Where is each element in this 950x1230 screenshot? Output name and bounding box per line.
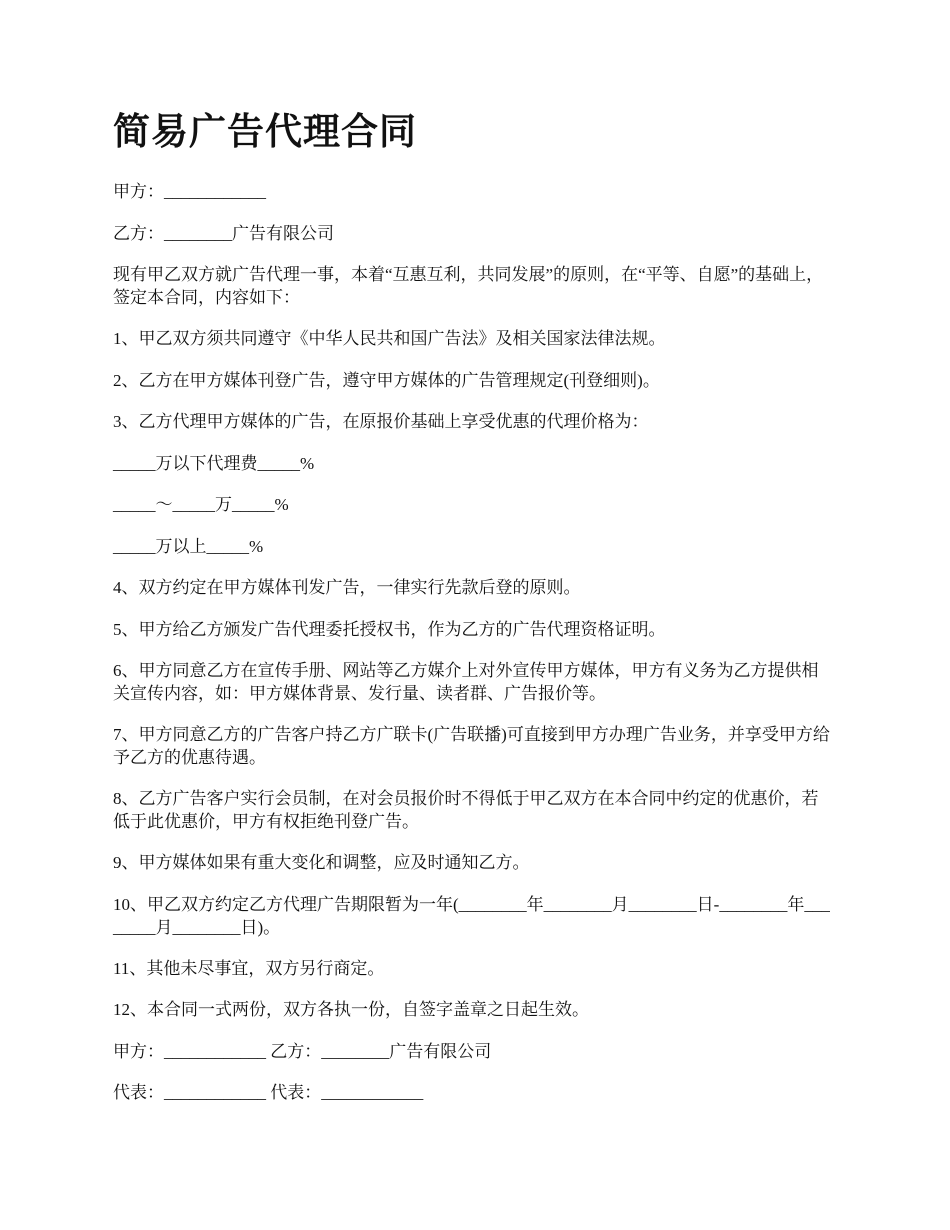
party-b-line: 乙方：________广告有限公司 xyxy=(113,223,334,243)
clause-9: 9、甲方媒体如果有重大变化和调整，应及时通知乙方。 xyxy=(113,853,530,872)
clause-1: 1、甲乙双方须共同遵守《中华人民共和国广告法》及相关国家法律法规。 xyxy=(113,329,666,348)
clause-11: 11、其他未尽事宜，双方另行商定。 xyxy=(113,958,385,978)
clause-8: 8、乙方广告客户实行会员制，在对会员报价时不得低于甲乙双方在本合同中约定的优惠价，若低于此优惠价，甲方有权拒绝刊登广告。 xyxy=(113,789,819,831)
clause-2: 2、乙方在甲方媒体刊登广告，遵守甲方媒体的广告管理规定(刊登细则)。 xyxy=(113,370,660,390)
preamble-paragraph: 现有甲乙双方就广告代理一事，本着“互惠互利，共同发展”的原则，在“平等、自愿”的基础上，签定本合同，内容如下： xyxy=(113,265,824,307)
rate-line-2: _____～_____万_____% xyxy=(113,495,289,514)
clause-7: 7、甲方同意乙方的广告客户持乙方广联卡(广告联播)可直接到甲方办理广告业务，并享受甲方给予乙方的优惠待遇。 xyxy=(113,725,830,767)
signature-representatives-line: 代表：____________ 代表：____________ xyxy=(113,1083,424,1102)
document-title: 简易广告代理合同 xyxy=(113,112,417,153)
rate-line-3: _____万以上_____% xyxy=(113,536,264,556)
clause-3: 3、乙方代理甲方媒体的广告，在原报价基础上享受优惠的代理价格为： xyxy=(113,412,649,431)
clause-5: 5、甲方给乙方颁发广告代理委托授权书，作为乙方的广告代理资格证明。 xyxy=(113,619,666,639)
clause-12: 12、本合同一式两份，双方各执一份，自签字盖章之日起生效。 xyxy=(113,1000,589,1019)
party-a-line: 甲方：____________ xyxy=(113,182,266,201)
contract-page xyxy=(113,108,835,1123)
clause-6: 6、甲方同意乙方在宣传手册、网站等乙方媒介上对外宣传甲方媒体，甲方有义务为乙方提供相关宣传内容，如：甲方媒体背景、发行量、读者群、广告报价等。 xyxy=(113,661,819,703)
signature-parties-line: 甲方：____________ 乙方：________广告有限公司 xyxy=(113,1041,492,1061)
clause-4: 4、双方约定在甲方媒体刊发广告，一律实行先款后登的原则。 xyxy=(113,578,581,597)
clause-10: 10、甲乙双方约定乙方代理广告期限暂为一年(________年________月________日-________年________月________日)。 xyxy=(113,894,830,937)
rate-line-1: _____万以下代理费_____% xyxy=(113,453,315,473)
